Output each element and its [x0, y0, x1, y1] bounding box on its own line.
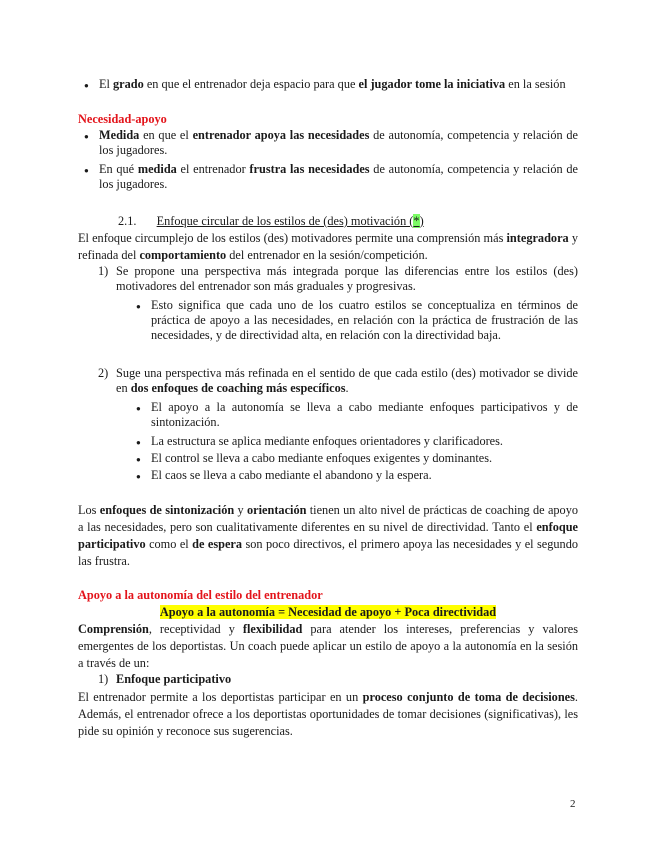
item2-sub-bullet-4: ● El caos se lleva a cabo mediante el abandono y la espera.: [151, 468, 578, 483]
bullet-grado: ● El grado en que el entrenador deja espacio para que el jugador tome la iniciativa en la sesión: [99, 77, 578, 92]
section-number: 2.1.: [118, 214, 137, 228]
formula-line: [78, 604, 578, 621]
paragraph-enfoques: Los enfoques de sintonización y orientación tienen un alto nivel de prácticas de coaching de apoyo a las necesidades, pero son cualitativamente diferentes en su nivel de directividad. Tanto el enfoque participativo como el de espera son poco directivos, el primero apoya las necesidades y el segundo las frustra.: [78, 503, 578, 568]
item2-sub-bullet-3: ● El control se lleva a cabo mediante enfoques exigentes y dominantes.: [151, 451, 578, 466]
bullet-necesidad-1: ● Medida en que el entrenador apoya las necesidades de autonomía, competencia y relación de los jugadores.: [99, 128, 578, 158]
section-title: Enfoque circular de los estilos de (des) motivación (*): [156, 214, 424, 228]
intro-paragraph: El enfoque circumplejo de los estilos (des) motivadores permite una comprensión más integradora y refinada del comportamiento del entrenador en la sesión/competición.: [78, 231, 578, 262]
formula-highlight: Apoyo a la autonomía = Necesidad de apoyo + Poca directividad: [159, 605, 497, 619]
section-heading-2-1: [118, 213, 578, 230]
item2-sub-bullet-2: ● La estructura se aplica mediante enfoques orientadores y clarificadores.: [151, 434, 578, 449]
item1-sub-bullet: ● Esto significa que cada uno de los cuatro estilos se conceptualiza en términos de práctica de apoyo a las necesidades, en relación con la práctica de frustración de las necesidades, y de directividad alta, en relación con la directividad baja.: [151, 298, 578, 343]
green-marker: *: [413, 214, 420, 228]
numbered-item-1: 1) Se propone una perspectiva más integrada porque las diferencias entre los estilos (des) motivadores del entrenador son más graduales y progresivas.: [98, 264, 578, 293]
heading-apoyo-autonomia: Apoyo a la autonomía del estilo del entrenador: [78, 588, 323, 602]
numbered-item-2: 2) Suge una perspectiva más refinada en el sentido de que cada estilo (des) motivador se divide en dos enfoques de coaching más específicos.: [98, 366, 578, 395]
heading-necesidad-apoyo: Necesidad-apoyo: [78, 112, 167, 126]
numbered-item-participativo: 1) Enfoque participativo: [98, 672, 232, 686]
bullet-necesidad-2: ● En qué medida el entrenador frustra las necesidades de autonomía, competencia y relación de los jugadores.: [99, 162, 578, 192]
paragraph-comprension: Comprensión, receptividad y flexibilidad para atender los intereses, preferencias y valores emergentes de los deportistas. Un coach puede aplicar un estilo de apoyo a la autonomía en la sesión a través de un:: [78, 622, 578, 670]
paragraph-final: El entrenador permite a los deportistas participar en un proceso conjunto de toma de decisiones. Además, el entrenador ofrece a los deportistas oportunidades de tomar decisiones (significativas), les pide su opinión y reconoce sus sugerencias.: [78, 690, 578, 738]
page-number: 2: [570, 798, 576, 810]
item2-sub-bullet-1: ● El apoyo a la autonomía se lleva a cabo mediante enfoques participativos y de sintonización.: [151, 400, 578, 430]
